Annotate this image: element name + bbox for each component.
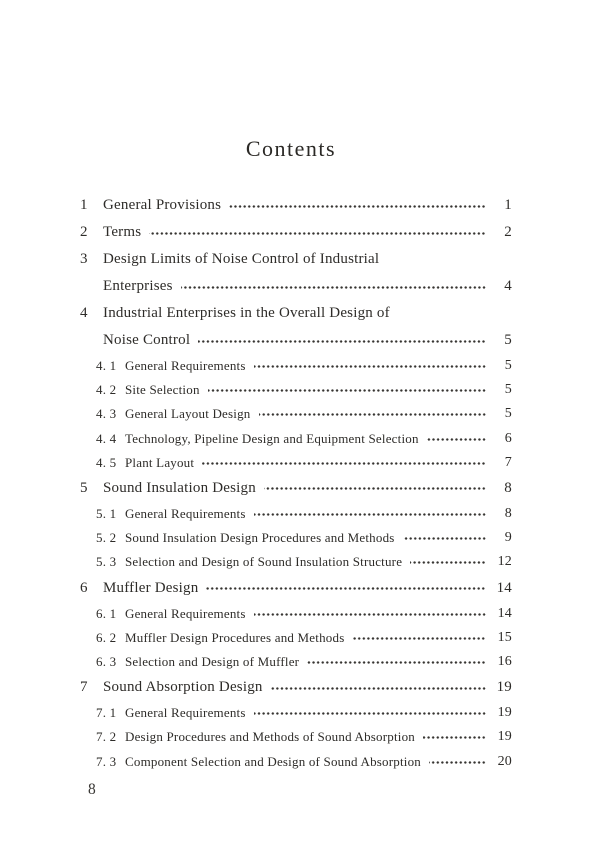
toc-entry-page: 14 (496, 579, 512, 596)
toc-entry-number: 5. 3 (96, 554, 117, 570)
toc-entry (80, 475, 512, 502)
toc-entry-page: 2 (504, 224, 512, 240)
toc-entry (80, 300, 512, 327)
toc-entry-number: 6. 3 (96, 653, 117, 669)
dot-leader (254, 365, 486, 368)
toc-entry-page: 5 (504, 382, 512, 398)
toc-entry (96, 550, 512, 574)
toc-entry-label: Plant Layout (125, 454, 195, 470)
toc-entry-label: Component Selection and Design of Sound Absorption (125, 753, 421, 769)
toc-entry-number: 6 (80, 579, 88, 596)
dot-leader (254, 513, 486, 516)
toc-entry-page: 19 (497, 705, 512, 721)
folio-page-number: 8 (88, 781, 96, 798)
toc-entry-label: General Requirements (125, 358, 246, 374)
dot-leader (264, 487, 486, 490)
toc-entry-label: Sound Insulation Design Procedures and Methods (125, 530, 395, 546)
toc-entry-page: 19 (497, 729, 512, 745)
toc-entry-page: 16 (497, 653, 512, 669)
page-title-row (0, 136, 582, 162)
toc-entry-page: 14 (497, 605, 512, 621)
toc-entry-label: Muffler Design Procedures and Methods (125, 629, 345, 645)
dot-leader (206, 587, 486, 590)
toc-entry-label: Industrial Enterprises in the Overall Design of (103, 305, 390, 321)
toc-entry (96, 378, 512, 402)
dot-leader (427, 438, 486, 441)
toc-entry-label: Site Selection (125, 382, 200, 398)
toc-entry-label: Design Limits of Noise Control of Industrial (103, 251, 380, 267)
toc-entry-number: 4. 1 (96, 358, 117, 374)
dot-leader (181, 286, 486, 289)
dot-leader (352, 637, 486, 640)
toc-entry-page: 8 (504, 506, 512, 522)
toc-entry-label-continued: Noise Control (103, 332, 191, 348)
toc-entry (103, 327, 512, 354)
toc-entry-label: Selection and Design of Sound Insulation Structure (125, 554, 403, 570)
toc-entry-label-continued: Enterprises (103, 278, 173, 294)
toc-entry-label: General Requirements (125, 506, 246, 522)
toc-entry-number: 5. 2 (96, 530, 117, 546)
toc-entry-number: 5. 1 (96, 506, 117, 522)
toc-entry (96, 701, 512, 725)
toc-entry-number: 7. 1 (96, 705, 117, 721)
toc-entry (96, 602, 512, 626)
toc-entry-number: 4. 2 (96, 382, 117, 398)
toc-entry (96, 526, 512, 550)
toc-entry-number: 6. 1 (96, 605, 117, 621)
dot-leader (307, 661, 486, 664)
toc-entry (80, 575, 512, 602)
toc-entry-label: Design Procedures and Methods of Sound Absorption (125, 729, 415, 745)
toc-entry-page: 20 (497, 753, 512, 769)
toc-entry-page: 4 (504, 278, 512, 294)
toc-entry (80, 192, 512, 219)
toc-entry-label: General Requirements (125, 705, 246, 721)
dot-leader (271, 687, 486, 690)
toc-entry-label: Sound Insulation Design (103, 479, 256, 496)
toc-entry-number: 7. 3 (96, 753, 117, 769)
toc-entry-page: 15 (497, 629, 512, 645)
page-title: Contents (245, 136, 337, 161)
toc-entry (80, 246, 512, 273)
dot-leader (403, 537, 486, 540)
toc-entry (96, 354, 512, 378)
dot-leader (202, 462, 486, 465)
toc-entry (80, 674, 512, 701)
toc-entry-page: 5 (504, 358, 512, 374)
toc-entry-number: 5 (80, 479, 88, 496)
toc-entry-page: 9 (504, 530, 512, 546)
toc-entry (96, 402, 512, 426)
toc-entry-page: 12 (497, 554, 512, 570)
toc-entry-page: 8 (504, 479, 512, 496)
toc-entry (96, 626, 512, 650)
toc-entry-label: Selection and Design of Muffler (125, 653, 300, 669)
toc-entry (96, 502, 512, 526)
toc-entry-number: 7. 2 (96, 729, 117, 745)
toc-entry-label: General Layout Design (125, 406, 251, 422)
toc-entry-page: 1 (504, 197, 512, 213)
dot-leader (208, 389, 486, 392)
toc-entry-label: Muffler Design (103, 579, 199, 596)
dot-leader (254, 712, 486, 715)
dot-leader (429, 761, 486, 764)
dot-leader (149, 232, 486, 235)
dot-leader (254, 613, 486, 616)
toc-entry-number: 4 (80, 305, 88, 321)
toc-list (80, 192, 512, 774)
toc-entry-page: 5 (504, 406, 512, 422)
dot-leader (423, 736, 486, 739)
toc-entry (96, 451, 512, 475)
toc-entry-label: Sound Absorption Design (103, 679, 263, 696)
toc-entry (96, 749, 512, 773)
toc-entry-page: 7 (504, 454, 512, 470)
toc-entry (96, 725, 512, 749)
toc-entry-label: General Requirements (125, 605, 246, 621)
dot-leader (259, 413, 487, 416)
toc-entry-number: 7 (80, 679, 88, 696)
toc-entry-label: General Provisions (103, 197, 222, 213)
dot-leader (410, 561, 486, 564)
toc-entry (96, 650, 512, 674)
toc-entry-number: 6. 2 (96, 629, 117, 645)
toc-entry (103, 273, 512, 300)
toc-entry-label: Terms (103, 224, 142, 240)
toc-entry (80, 219, 512, 246)
toc-entry-number: 4. 4 (96, 430, 117, 446)
toc-entry-number: 4. 5 (96, 454, 117, 470)
toc-entry-number: 3 (80, 251, 88, 267)
toc-entry (96, 427, 512, 451)
dot-leader (229, 205, 486, 208)
dot-leader (198, 340, 486, 343)
toc-entry-page: 5 (504, 332, 512, 348)
toc-entry-page: 19 (496, 679, 512, 696)
toc-entry-number: 4. 3 (96, 406, 117, 422)
toc-entry-number: 1 (80, 197, 88, 213)
toc-entry-label: Technology, Pipeline Design and Equipment Selection (125, 430, 419, 446)
toc-entry-page: 6 (504, 430, 512, 446)
toc-entry-number: 2 (80, 224, 88, 240)
